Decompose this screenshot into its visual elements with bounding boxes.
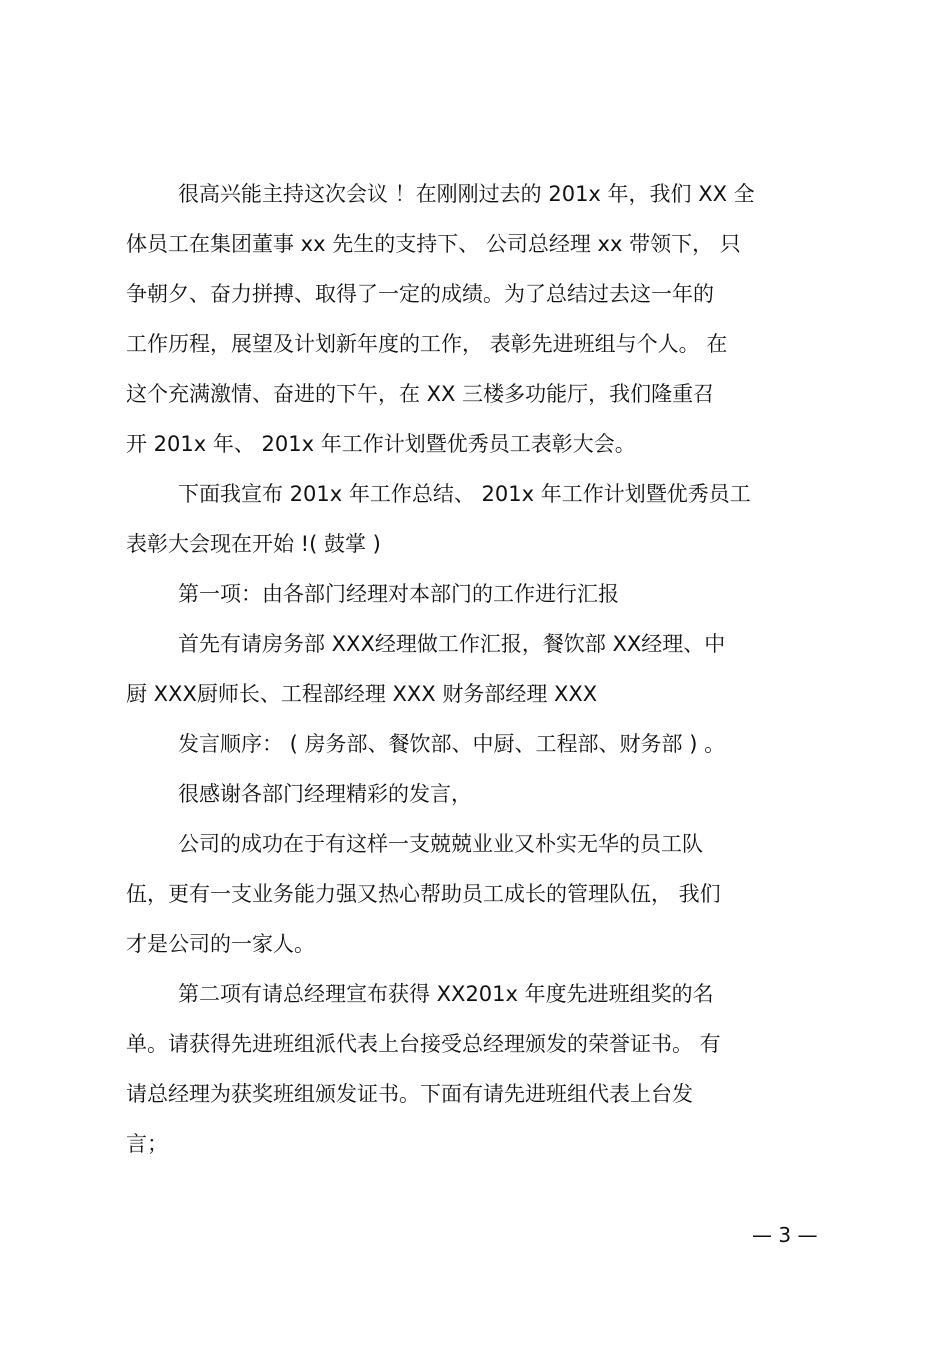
text-line: 很高兴能主持这次会议 ！在刚刚过去的 201x 年，我们 XX 全 (178, 182, 755, 206)
text-line: 这个充满激情、奋进的下午，在 XX 三楼多功能厅，我们隆重召 (126, 382, 715, 406)
text-line: 公司的成功在于有这样一支兢兢业业又朴实无华的员工队 (178, 832, 703, 856)
page-number: — 3 — (752, 1223, 818, 1247)
text-line: 才是公司的一家人。 (126, 932, 315, 956)
text-line: 伍，更有一支业务能力强又热心帮助员工成长的管理队伍， 我们 (126, 882, 721, 906)
text-line: 厨 XXX厨师长、工程部经理 XXX 财务部经理 XXX (126, 682, 598, 706)
text-line: 发言顺序： ( 房务部、餐饮部、中厨、工程部、财务部 ) 。 (178, 732, 726, 756)
text-line: 首先有请房务部 XXX经理做工作汇报，餐饮部 XX经理、中 (178, 632, 726, 656)
text-line: 工作历程，展望及计划新年度的工作， 表彰先进班组与个人。 在 (126, 332, 728, 356)
section-heading: 第二项有请总经理宣布获得 XX201x 年度先进班组奖的名 (178, 982, 714, 1006)
text-line: 开 201x 年、 201x 年工作计划暨优秀员工表彰大会。 (126, 432, 636, 456)
text-line: 单。请获得先进班组派代表上台接受总经理颁发的荣誉证书。 有 (126, 1032, 721, 1056)
text-line: 言； (126, 1132, 168, 1156)
text-line: 争朝夕、奋力拼搏、取得了一定的成绩。为了总结过去这一年的 (126, 282, 714, 306)
text-line: 体员工在集团董事 xx 先生的支持下、 公司总经理 xx 带领下， 只 (126, 232, 741, 256)
section-heading: 第一项：由各部门经理对本部门的工作进行汇报 (178, 582, 619, 606)
text-line: 下面我宣布 201x 年工作总结、 201x 年工作计划暨优秀员工 (178, 482, 751, 506)
text-line: 请总经理为获奖班组颁发证书。下面有请先进班组代表上台发 (126, 1082, 693, 1106)
text-line: 表彰大会现在开始 !( 鼓掌 ) (126, 532, 381, 556)
text-line: 很感谢各部门经理精彩的发言， (178, 782, 472, 806)
